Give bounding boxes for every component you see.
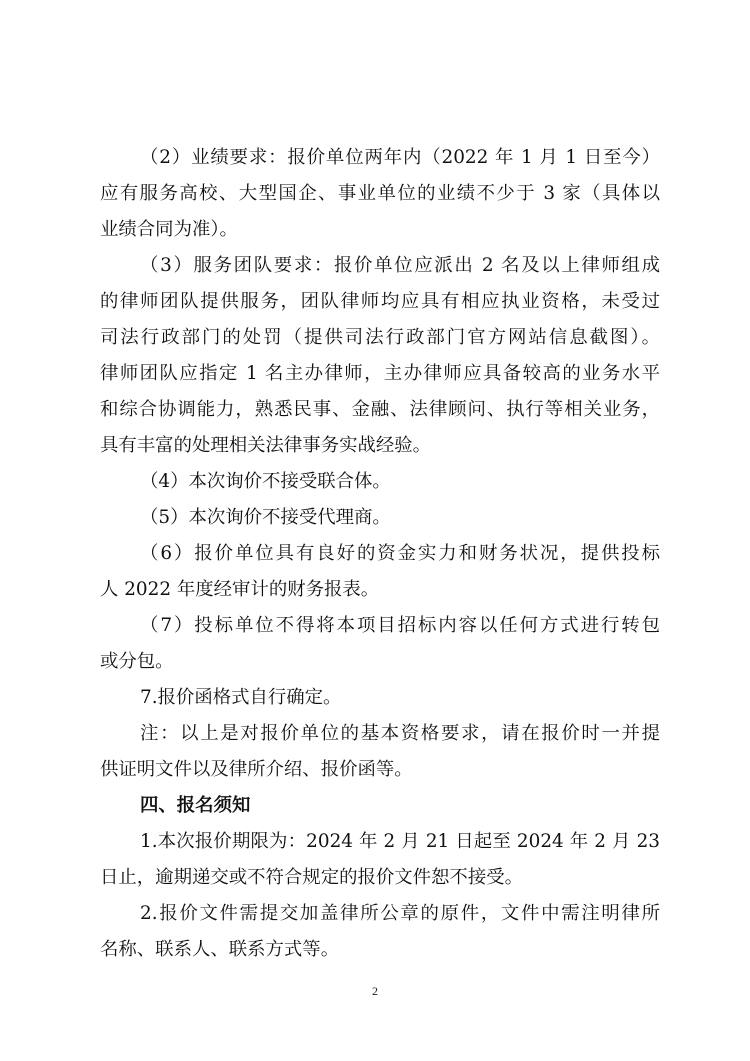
- section-heading: 四、报名须知: [140, 795, 251, 816]
- document-body: [100, 140, 660, 968]
- text-line: 业绩合同为准）。: [100, 219, 238, 240]
- text-line: （5）本次询价不接受代理商。: [140, 507, 391, 528]
- text-line: 名称、联系人、联系方式等。: [100, 939, 340, 960]
- text-line: 具有丰富的处理相关法律事务实战经验。: [100, 435, 432, 456]
- text-line: 的律师团队提供服务，团队律师均应具有相应执业资格，未受过: [100, 291, 660, 312]
- text-line: 人 2022 年度经审计的财务报表。: [100, 579, 380, 600]
- text-line: （4）本次询价不接受联合体。: [140, 471, 391, 492]
- text-line: 2.报价文件需提交加盖律所公章的原件，文件中需注明律所: [140, 903, 660, 924]
- text-line: 司法行政部门的处罚（提供司法行政部门官方网站信息截图）。: [100, 327, 660, 348]
- text-line: 和综合协调能力，熟悉民事、金融、法律顾问、执行等相关业务，: [100, 399, 660, 420]
- text-line: 注：以上是对报价单位的基本资格要求，请在报价时一并提: [140, 723, 660, 744]
- text-line: 供证明文件以及律所介绍、报价函等。: [100, 759, 413, 780]
- text-line: （2）业绩要求：报价单位两年内（2022 年 1 月 1 日至今）: [140, 147, 660, 168]
- text-line: 律师团队应指定 1 名主办律师，主办律师应具备较高的业务水平: [100, 363, 660, 384]
- text-line: （3）服务团队要求：报价单位应派出 2 名及以上律师组成: [140, 255, 660, 276]
- text-line: （7）投标单位不得将本项目招标内容以任何方式进行转包: [140, 615, 660, 636]
- text-line: 日止，逾期递交或不符合规定的报价文件恕不接受。: [100, 867, 523, 888]
- text-line: 1.本次报价期限为：2024 年 2 月 21 日起至 2024 年 2 月 23: [140, 831, 660, 852]
- text-line: 7.报价函格式自行确定。: [140, 687, 342, 708]
- text-line: 应有服务高校、大型国企、事业单位的业绩不少于 3 家（具体以: [100, 183, 660, 204]
- page-number: 2: [372, 984, 378, 998]
- text-line: 或分包。: [100, 651, 174, 672]
- text-line: （6）报价单位具有良好的资金实力和财务状况，提供投标: [140, 543, 660, 564]
